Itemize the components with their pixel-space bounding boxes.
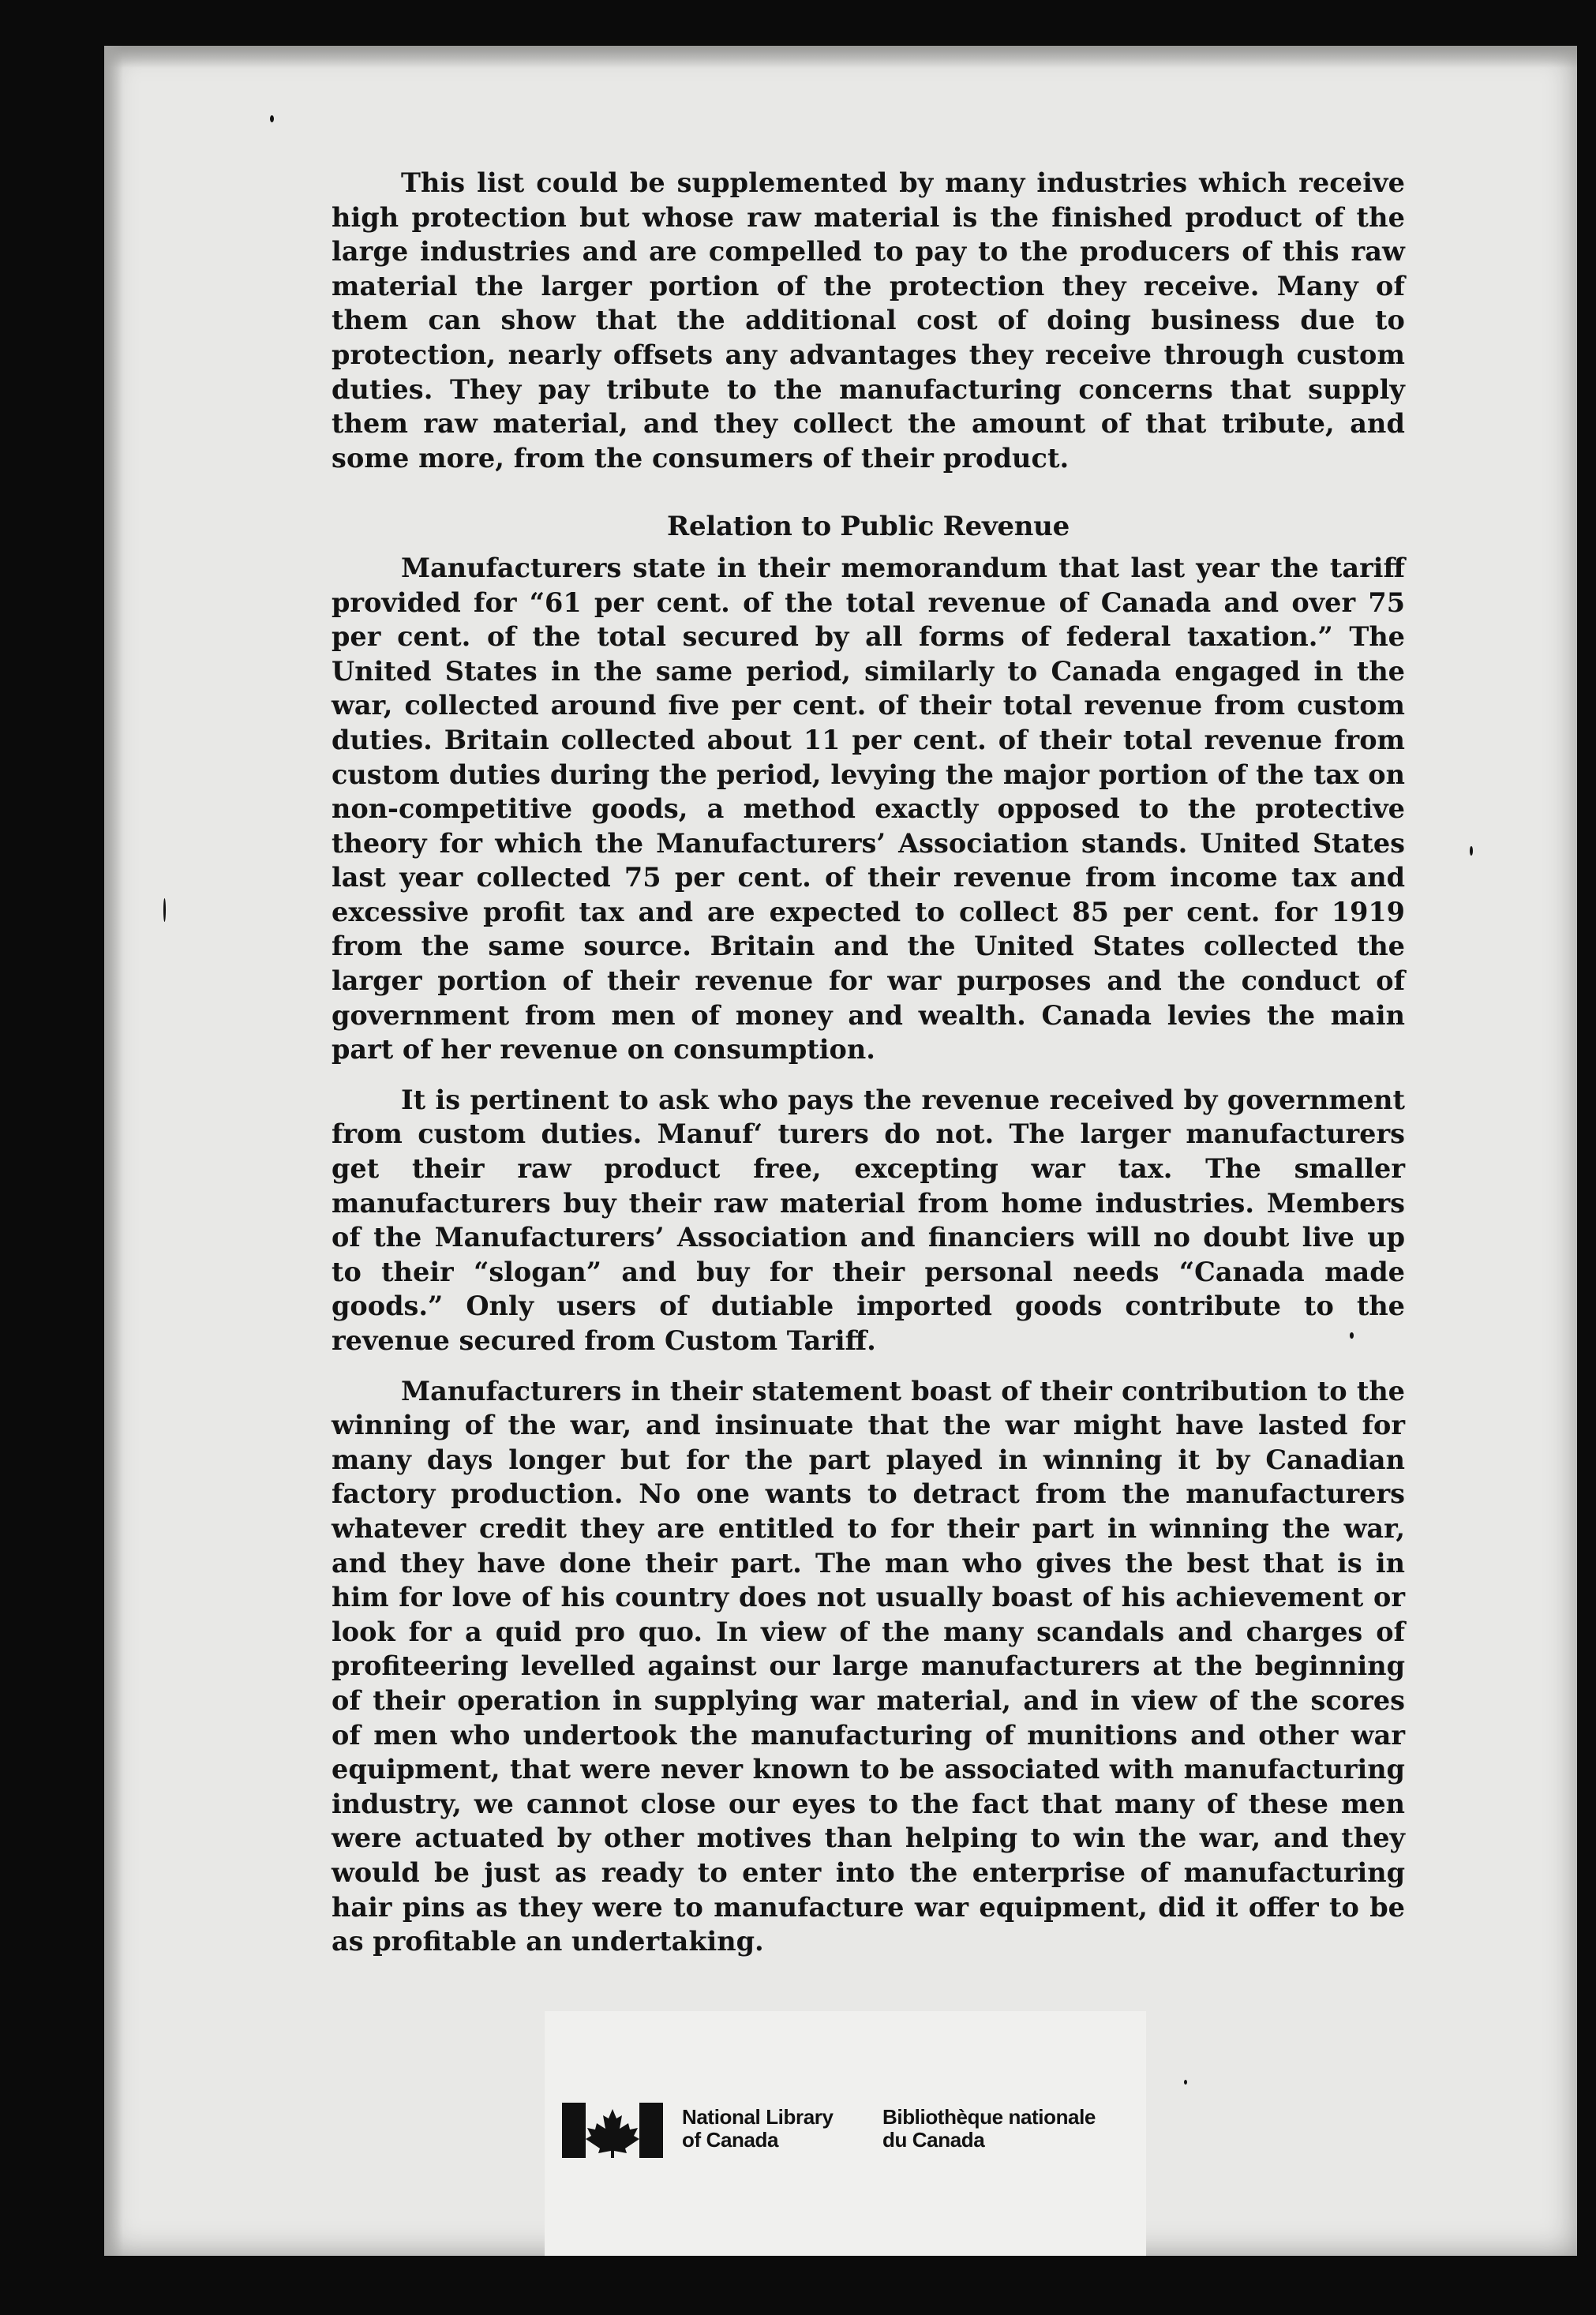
- pertinent-middle: secured from: [459, 1325, 656, 1356]
- emphasis-the-revenue: the revenue: [332, 1290, 1405, 1356]
- scan-speck: [1184, 2080, 1187, 2085]
- paragraph-war-contribution: Manufacturers in their statement boast of their contribution to the winning of the war, and insinuate that the war might have lasted for many days longer but for the part played in winning it by Canadian factory production. No one wants to detract from the manufacturers whatever credit they are entitled to for their part in winning the war, and they have done their part. The man who gives the best that is in him for love of his country does not usually boast of his achievement or look for a quid pro quo. In view of the many scandals and charges of profiteering levelled against our large manufacturers at the beginning of their operation in supplying war material, and in view of the scores of men who undertook the manufacturing of munitions and other war equipment, that were never known to be associated with manufacturing industry, we cannot close our eyes to the fact that many of these men were actuated by other motives than helping to win the war, and they would be just as ready to enter into the enterprise of manufacturing hair pins as they were to manufacture war equipment, did it offer to be as profitable an undertaking.: [332, 1375, 1405, 1957]
- document-body: [332, 166, 1405, 1959]
- library-name-english: [682, 2106, 834, 2152]
- library-french-line1: Bibliothèque nationale: [882, 2105, 1096, 2129]
- pertinent-text: It is pertinent to ask who pays the revenue received by government from custom duties. Manuf‘ turers do not. The larger manufacturers get their raw product free, excepting war tax. The smaller manufacturers buy their raw material from home industries. Members of the Manufacturers’ Association and financiers will no doubt live up to their “slogan” and buy for their personal needs “Canada made goods.” Only users of dutiable imported goods contribute to: [332, 1084, 1405, 1322]
- section-heading: Relation to Public Revenue: [667, 511, 1070, 543]
- scan-speck: [270, 115, 274, 122]
- library-name-french: [882, 2106, 1096, 2152]
- canada-flag-icon: [562, 2103, 663, 2158]
- emphasis-custom-tariff: Custom Tariff: [664, 1325, 867, 1356]
- library-english-line1: National Library: [682, 2105, 834, 2129]
- paragraph-revenue: Manufacturers state in their memorandum that last year the tariff provided for “61 per cent. of the total revenue of Canada and over 75 per cent. of the total secured by all forms of federal taxation.” The United States in the same period, similarly to Canada engaged in the war, collected around five per cent. of their total revenue from custom duties. Britain collected about 11 per cent. of their total revenue from custom duties during the period, levying the major portion of the tax on non-competitive goods, a method exactly opposed to the protective theory for which the Manufacturers’ Association stands. United States last year collected 75 per cent. of their revenue from income tax and excessive profit tax and are expected to collect 85 per cent. for 1919 from the same source. Britain and the United States collected the larger portion of their revenue for war purposes and the conduct of government from men of money and wealth. Canada levies the main part of her revenue on consumption.: [332, 552, 1405, 1066]
- library-english-line2: of Canada: [682, 2128, 779, 2152]
- scan-speck: [163, 898, 166, 922]
- pertinent-end: .: [867, 1325, 876, 1356]
- library-french-line2: du Canada: [882, 2128, 985, 2152]
- paragraph-industries: This list could be supplemented by many industries which receive high protection but whose raw material is the finished product of the large industries and are compelled to pay to the producers of this raw material the larger portion of the protection they receive. Many of them can show that the additional cost of doing business due to protection, nearly offsets any advantages they receive through custom duties. They pay tribute to the manufacturing concerns that supply them raw material, and they collect the amount of that tribute, and some more, from the consumers of their product.: [332, 167, 1405, 474]
- scan-speck: [1470, 846, 1473, 856]
- paragraph-pertinent: [332, 1083, 1405, 1358]
